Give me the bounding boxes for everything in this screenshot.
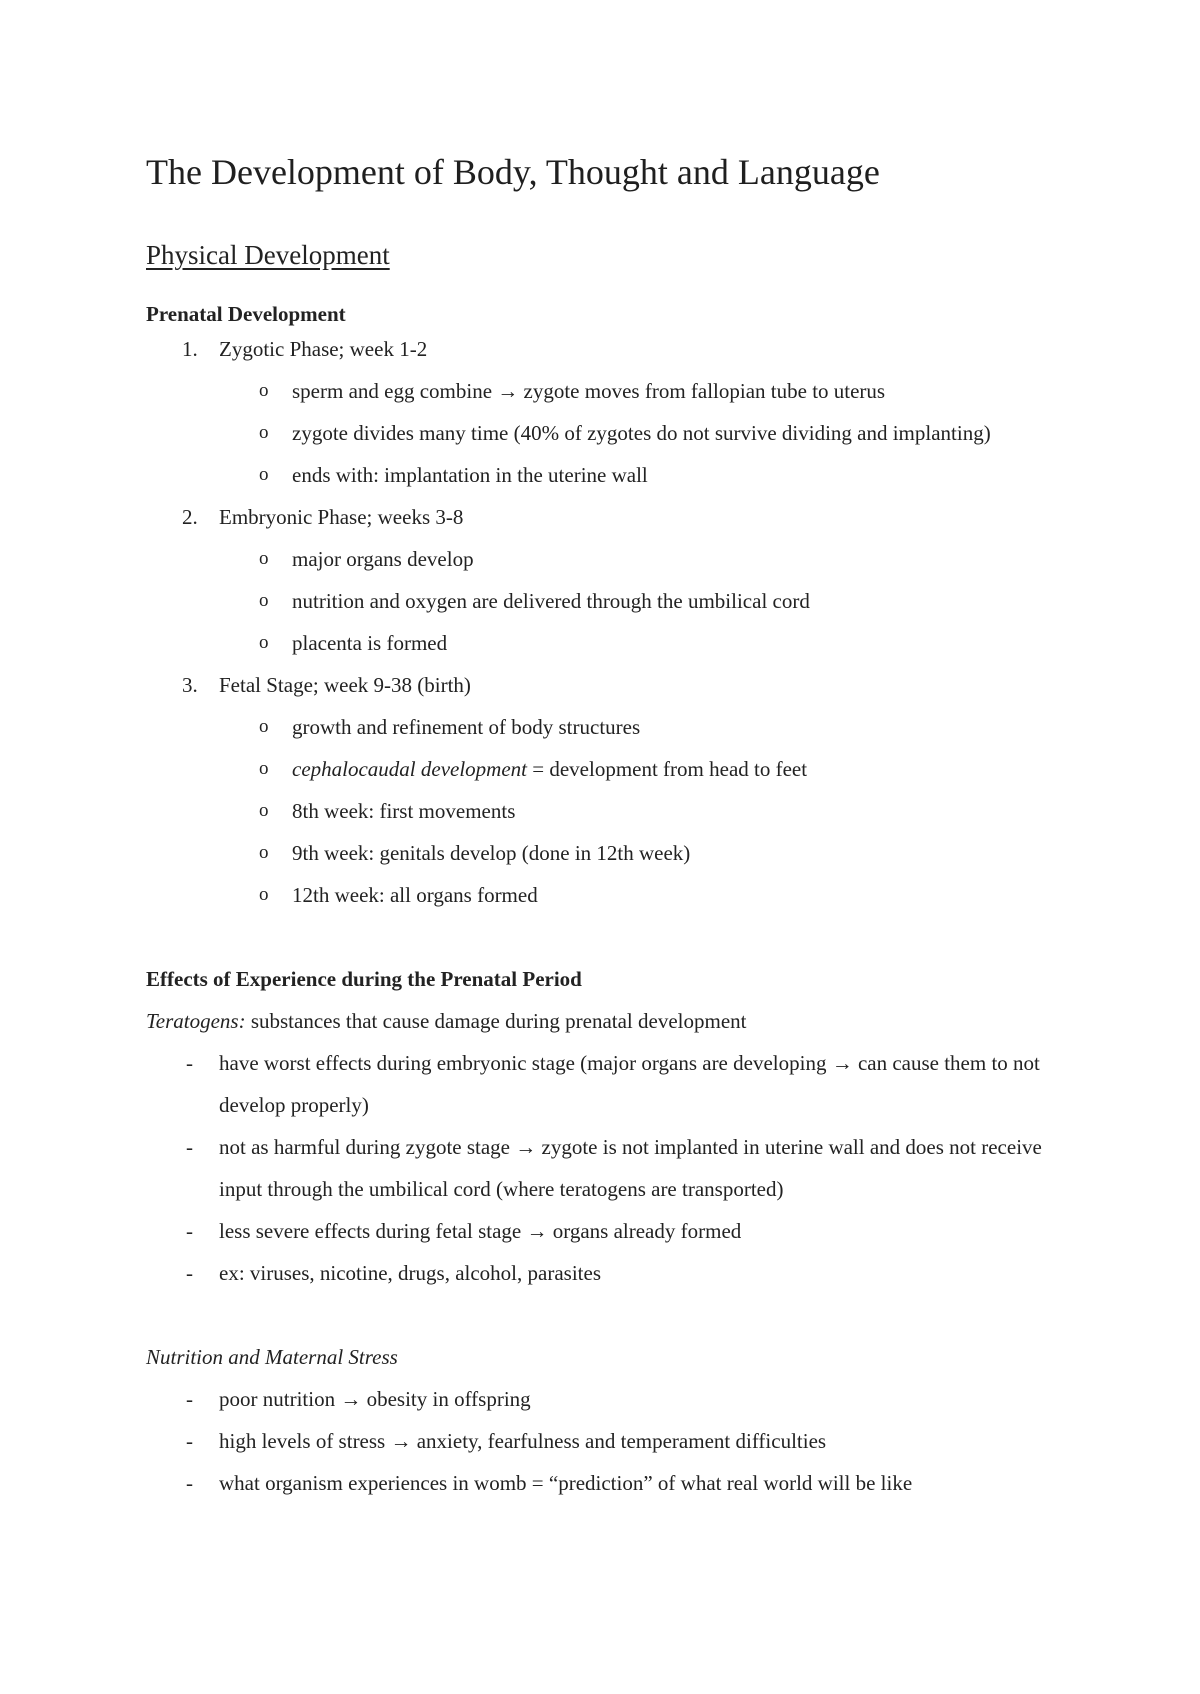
list-item (146, 1462, 1076, 1504)
term-cephalocaudal: cephalocaudal development (292, 757, 527, 781)
hollow-bullet-icon: o (259, 548, 269, 569)
document-page (146, 150, 1076, 1504)
list-item (146, 874, 1076, 916)
dash-bullet-icon: - (186, 1429, 193, 1453)
bullet-text: 9th week: genitals develop (done in 12th week) (292, 841, 691, 865)
list-item (146, 370, 1076, 412)
subheading-effects-of-experience: Effects of Experience during the Prenatal Period (146, 967, 582, 991)
list-item-text: ex: viruses, nicotine, drugs, alcohol, parasites (219, 1261, 601, 1285)
bullet-text: placenta is formed (292, 631, 448, 655)
list-item (146, 1126, 1076, 1210)
dash-bullet-icon: - (186, 1051, 193, 1075)
list-item (146, 454, 1076, 496)
list-item (146, 748, 1076, 790)
list-item-text: not as harmful during zygote stage → zygote is not implanted in uterine wall and does not receive input through the umbilical cord (where teratogens are transported) (219, 1135, 1042, 1201)
document-title: The Development of Body, Thought and Language (146, 152, 880, 192)
list-item (146, 706, 1076, 748)
list-item-text: high levels of stress → anxiety, fearfulness and temperament difficulties (219, 1429, 827, 1453)
hollow-bullet-icon: o (259, 842, 269, 863)
list-item (146, 538, 1076, 580)
phase-bullet-list (146, 706, 1076, 916)
phase-item (146, 496, 1076, 664)
bullet-text: = development from head to feet (527, 757, 808, 781)
list-item-text: what organism experiences in womb = “prediction” of what real world will be like (219, 1471, 913, 1495)
list-item (146, 1210, 1076, 1252)
list-item (146, 580, 1076, 622)
list-item (146, 790, 1076, 832)
nutrition-list (146, 1378, 1076, 1504)
hollow-bullet-icon: o (259, 422, 269, 443)
hollow-bullet-icon: o (259, 716, 269, 737)
term-teratogens: Teratogens: (146, 1009, 246, 1033)
subheading-nutrition-maternal-stress: Nutrition and Maternal Stress (146, 1345, 398, 1369)
hollow-bullet-icon: o (259, 590, 269, 611)
hollow-bullet-icon: o (259, 800, 269, 821)
phase-item (146, 328, 1076, 496)
subheading-prenatal-development: Prenatal Development (146, 302, 346, 326)
phase-label: Embryonic Phase; weeks 3-8 (219, 505, 464, 529)
bullet-text: 12th week: all organs formed (292, 883, 538, 907)
list-item (146, 1378, 1076, 1420)
hollow-bullet-icon: o (259, 380, 269, 401)
bullet-text: growth and refinement of body structures (292, 715, 641, 739)
hollow-bullet-icon: o (259, 464, 269, 485)
list-item-text: poor nutrition → obesity in offspring (219, 1387, 531, 1411)
list-item (146, 412, 1076, 454)
bullet-text: ends with: implantation in the uterine wall (292, 463, 648, 487)
hollow-bullet-icon: o (259, 632, 269, 653)
dash-bullet-icon: - (186, 1135, 193, 1159)
bullet-text: nutrition and oxygen are delivered through the umbilical cord (292, 589, 810, 613)
section-heading-physical-development: Physical Development (146, 240, 390, 270)
bullet-text: zygote divides many time (40% of zygotes do not survive dividing and implanting) (292, 421, 991, 445)
phase-item (146, 664, 1076, 916)
phase-list (146, 328, 1076, 916)
list-item (146, 832, 1076, 874)
hollow-bullet-icon: o (259, 758, 269, 779)
list-item (146, 622, 1076, 664)
list-item (146, 1420, 1076, 1462)
phase-bullet-list (146, 538, 1076, 664)
list-item (146, 1042, 1076, 1126)
hollow-bullet-icon: o (259, 884, 269, 905)
dash-bullet-icon: - (186, 1387, 193, 1411)
definition-text: substances that cause damage during prenatal development (245, 1009, 747, 1033)
phase-number: 1. (182, 337, 198, 361)
dash-bullet-icon: - (186, 1219, 193, 1243)
bullet-text: sperm and egg combine → zygote moves from fallopian tube to uterus (292, 379, 886, 403)
phase-label: Zygotic Phase; week 1-2 (219, 337, 428, 361)
list-item-text: less severe effects during fetal stage → organs already formed (219, 1219, 742, 1243)
phase-number: 2. (182, 505, 198, 529)
teratogens-definition (146, 1000, 1076, 1042)
phase-bullet-list (146, 370, 1076, 496)
bullet-text: 8th week: first movements (292, 799, 516, 823)
list-item-text: have worst effects during embryonic stage (major organs are developing → can cause them to not develop properly) (219, 1051, 1040, 1117)
effects-list (146, 1042, 1076, 1294)
bullet-text: major organs develop (292, 547, 474, 571)
dash-bullet-icon: - (186, 1471, 193, 1495)
dash-bullet-icon: - (186, 1261, 193, 1285)
phase-label: Fetal Stage; week 9-38 (birth) (219, 673, 471, 697)
list-item (146, 1252, 1076, 1294)
phase-number: 3. (182, 673, 198, 697)
